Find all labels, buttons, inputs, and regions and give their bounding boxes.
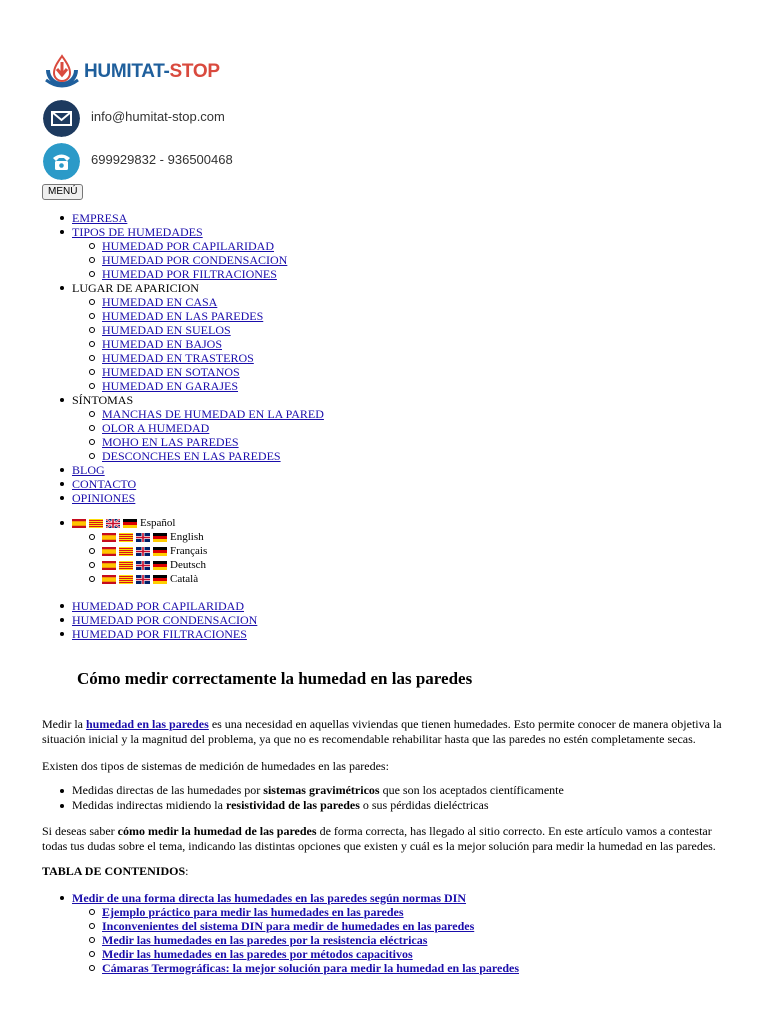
submenu-item[interactable] — [88, 267, 324, 281]
submenu-item[interactable] — [88, 337, 324, 351]
language-options — [72, 530, 207, 586]
flag-spain-icon — [102, 561, 116, 570]
flag-catalonia-icon — [119, 533, 133, 542]
toc-item[interactable] — [58, 891, 519, 975]
flag-uk-icon — [136, 561, 150, 570]
language-option-label[interactable]: Français — [170, 545, 208, 557]
submenu-item[interactable] — [88, 323, 324, 337]
phone-text: 699929832 - 936500468 — [91, 152, 233, 167]
flag-germany-icon — [123, 519, 137, 528]
phone-icon — [43, 143, 80, 180]
toc-link[interactable]: Medir de una forma directa las humedades en las paredes según normas DIN — [72, 891, 467, 905]
list-item: Medidas indirectas midiendo la resistividad de las paredes o sus pérdidas dieléctricas — [58, 798, 564, 813]
flag-uk-icon — [106, 519, 120, 528]
submenu-link[interactable]: MANCHAS DE HUMEDAD EN LA PARED — [102, 407, 324, 421]
flag-icons — [102, 575, 170, 584]
submenu-link[interactable]: MOHO EN LAS PAREDES — [102, 435, 239, 449]
submenu-link[interactable]: HUMEDAD POR CONDENSACION — [102, 253, 288, 267]
submenu-link[interactable]: HUMEDAD EN SOTANOS — [102, 365, 240, 379]
flag-icons — [72, 519, 140, 528]
nav-link-opiniones[interactable]: OPINIONES — [72, 491, 136, 505]
submenu-link[interactable]: OLOR A HUMEDAD — [102, 421, 210, 435]
list-item: Medidas directas de las humedades por sistemas gravimétricos que son los aceptados científicamente — [58, 783, 564, 798]
language-switcher — [58, 516, 207, 586]
toc-link[interactable]: Inconvenientes del sistema DIN para medir de humedades en las paredes — [102, 919, 475, 933]
submenu-sintomas — [72, 407, 324, 463]
submenu-link[interactable]: HUMEDAD EN SUELOS — [102, 323, 231, 337]
table-of-contents — [58, 891, 519, 975]
site-logo[interactable] — [42, 52, 242, 94]
text: Medir la — [42, 717, 86, 731]
flag-spain-icon — [102, 575, 116, 584]
submenu-item[interactable] — [88, 295, 324, 309]
humedad-paredes-link[interactable]: humedad en las paredes — [86, 717, 209, 731]
flag-uk-icon — [136, 575, 150, 584]
language-option[interactable] — [88, 572, 207, 586]
nav-link-empresa[interactable]: EMPRESA — [72, 211, 128, 225]
toc-subitem[interactable] — [88, 933, 519, 947]
submenu-link[interactable]: HUMEDAD POR FILTRACIONES — [102, 267, 277, 281]
flag-spain-icon — [102, 533, 116, 542]
logo-text: HUMITAT-STOP — [84, 61, 220, 82]
nav-label-sintomas[interactable]: SÍNTOMAS — [72, 393, 134, 407]
flag-spain-icon — [102, 547, 116, 556]
purpose-paragraph: Si deseas saber cómo medir la humedad de las paredes de forma correcta, has llegado al sitio correcto. En este artículo vamos a contestar todas tus dudas sobre el tema, indicando las distintas opciones que existen y cuál es la mejor solución para medir la humedad en las paredes. — [42, 824, 716, 853]
submenu-link[interactable]: HUMEDAD EN LAS PAREDES — [102, 309, 264, 323]
language-label[interactable]: Español — [140, 517, 176, 529]
submenu-item[interactable] — [88, 407, 324, 421]
email-text: info@humitat-stop.com — [91, 109, 225, 124]
toc-link[interactable]: Medir las humedades en las paredes por métodos capacitivos — [102, 947, 413, 961]
submenu-item[interactable] — [88, 449, 324, 463]
submenu-lugar — [72, 295, 324, 393]
language-option-label[interactable]: Català — [170, 573, 199, 585]
measurement-types-paragraph: Existen dos tipos de sistemas de medición de humedades en las paredes: — [42, 759, 389, 773]
flag-catalonia-icon — [119, 575, 133, 584]
submenu-item[interactable] — [88, 351, 324, 365]
submenu-tipos — [72, 239, 324, 281]
toc-link[interactable]: Cámaras Termográficas: la mejor solución para medir la humedad en las paredes — [102, 961, 519, 975]
secondary-nav-link[interactable]: HUMEDAD POR CAPILARIDAD — [72, 599, 245, 613]
nav-item-sintomas[interactable] — [58, 393, 324, 463]
submenu-item[interactable] — [88, 435, 324, 449]
secondary-nav-item[interactable] — [58, 627, 257, 641]
flag-icons — [102, 561, 170, 570]
secondary-nav-link[interactable]: HUMEDAD POR FILTRACIONES — [72, 627, 247, 641]
flag-germany-icon — [153, 533, 167, 542]
nav-link-tipos[interactable]: TIPOS DE HUMEDADES — [72, 225, 203, 239]
intro-paragraph — [42, 717, 732, 747]
language-option-label[interactable]: English — [170, 531, 204, 543]
submenu-link[interactable]: HUMEDAD EN TRASTEROS — [102, 351, 254, 365]
flag-uk-icon — [136, 533, 150, 542]
submenu-link[interactable]: HUMEDAD EN BAJOS — [102, 337, 223, 351]
flag-germany-icon — [153, 547, 167, 556]
submenu-link[interactable]: HUMEDAD EN GARAJES — [102, 379, 239, 393]
secondary-nav — [58, 599, 257, 641]
main-nav — [58, 211, 324, 505]
flag-catalonia-icon — [119, 547, 133, 556]
language-option[interactable] — [88, 544, 207, 558]
flag-catalonia-icon — [89, 519, 103, 528]
submenu-link[interactable]: DESCONCHES EN LAS PAREDES — [102, 449, 281, 463]
flag-spain-icon — [72, 519, 86, 528]
flag-germany-icon — [153, 561, 167, 570]
article-title: Cómo medir correctamente la humedad en las paredes — [77, 669, 473, 688]
measurement-types-list — [58, 783, 564, 813]
submenu-link[interactable]: HUMEDAD EN CASA — [102, 295, 218, 309]
language-option-label[interactable]: Deutsch — [170, 559, 207, 571]
language-current[interactable] — [58, 516, 207, 586]
toc-subitem[interactable] — [88, 947, 519, 961]
water-drop-arrow-icon — [42, 52, 82, 92]
submenu-link[interactable]: HUMEDAD POR CAPILARIDAD — [102, 239, 275, 253]
menu-button[interactable]: MENÚ — [42, 184, 83, 200]
submenu-item[interactable] — [88, 239, 324, 253]
nav-link-blog[interactable]: BLOG — [72, 463, 105, 477]
nav-label-lugar[interactable]: LUGAR DE APARICION — [72, 281, 199, 295]
submenu-item[interactable] — [88, 253, 324, 267]
toc-link[interactable]: Medir las humedades en las paredes por la resistencia eléctricas — [102, 933, 428, 947]
nav-item-lugar[interactable] — [58, 281, 324, 393]
flag-catalonia-icon — [119, 561, 133, 570]
text: es una necesidad en aquellas viviendas que tienen humedades. Esto permite conocer de manera objetiva la situación inicial y la magnitud del problema, ya que no es recomendable rehabilitar hasta que las paredes no estén completamente secas. — [42, 717, 722, 746]
submenu-item[interactable] — [88, 365, 324, 379]
flag-germany-icon — [153, 575, 167, 584]
language-option[interactable] — [88, 530, 207, 544]
nav-item-tipos[interactable] — [58, 225, 324, 281]
flag-icons — [102, 533, 170, 542]
toc-subitem[interactable] — [88, 905, 519, 919]
nav-item-blog[interactable] — [58, 463, 324, 477]
toc-subitems — [72, 905, 519, 975]
submenu-item[interactable] — [88, 421, 324, 435]
submenu-item[interactable] — [88, 379, 324, 393]
toc-title: TABLA DE CONTENIDOS: — [42, 864, 189, 878]
secondary-nav-item[interactable] — [58, 613, 257, 627]
toc-subitem[interactable] — [88, 961, 519, 975]
toc-link[interactable]: Ejemplo práctico para medir las humedades en las paredes — [102, 905, 404, 919]
nav-item-empresa[interactable] — [58, 211, 324, 225]
envelope-icon — [43, 100, 80, 137]
nav-item-contacto[interactable] — [58, 477, 324, 491]
secondary-nav-link[interactable]: HUMEDAD POR CONDENSACION — [72, 613, 258, 627]
nav-link-contacto[interactable]: CONTACTO — [72, 477, 137, 491]
submenu-item[interactable] — [88, 309, 324, 323]
language-option[interactable] — [88, 558, 207, 572]
flag-uk-icon — [136, 547, 150, 556]
flag-icons — [102, 547, 170, 556]
secondary-nav-item[interactable] — [58, 599, 257, 613]
toc-subitem[interactable] — [88, 919, 519, 933]
nav-item-opiniones[interactable] — [58, 491, 324, 505]
